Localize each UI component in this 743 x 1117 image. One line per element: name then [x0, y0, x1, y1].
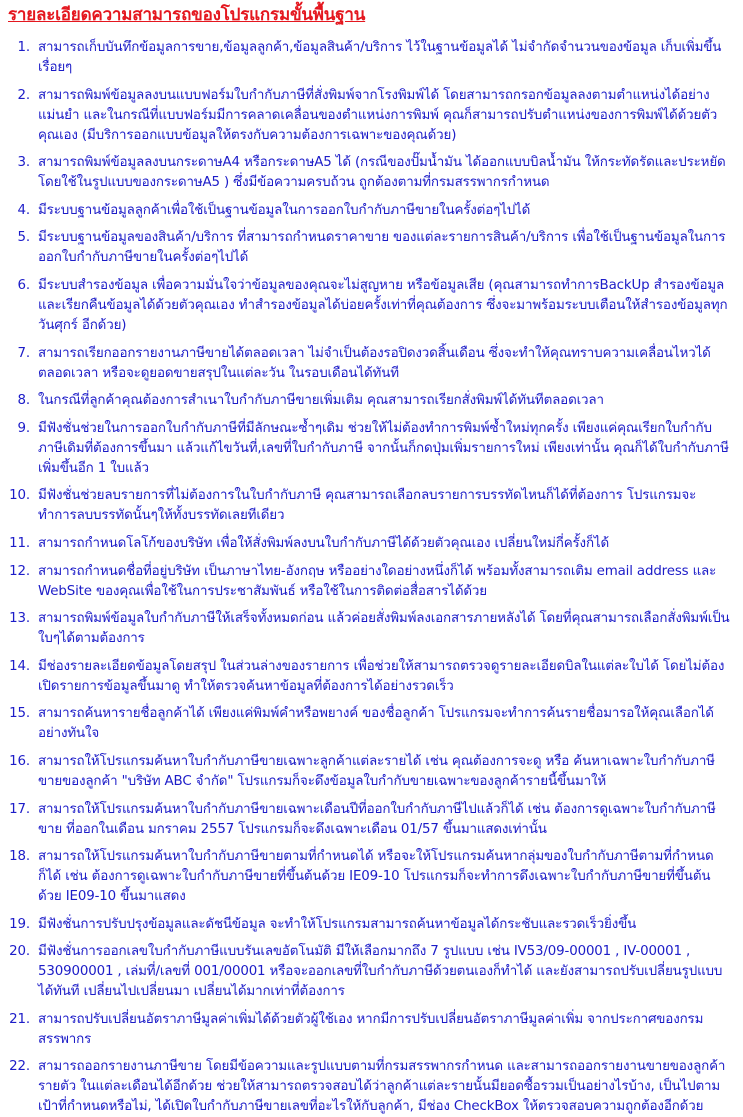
list-item — [8, 86, 737, 146]
list-item-text: สามารถพิมพ์ข้อมูลใบกำกับภาษีให้เสร็จทั้งหมดก่อน แล้วค่อยสั่งพิมพ์ลงเอกสารภายหลังได้ โดยที่คุณสามารถเลือกสั่งพิมพ์เป็นใบๆได้ตามต้องการ — [38, 611, 730, 647]
list-item-text: มีฟังชั่นช่วยลบรายการที่ไม่ต้องการในใบกำกับภาษี คุณสามารถเลือกลบรายการบรรทัดไหนก็ได้ที่ต้องการ โปรแกรมจะทำการลบบรรทัดนั้นๆให้ทั้งบรรทัดเลยทีเดียว — [38, 488, 697, 524]
list-item — [8, 800, 737, 840]
list-item — [8, 201, 737, 221]
list-item — [8, 704, 737, 744]
list-item — [8, 752, 737, 792]
list-item — [8, 609, 737, 649]
list-item-number: 1. — [17, 40, 30, 55]
list-item-number: 3. — [17, 155, 30, 171]
list-item-text: มีระบบฐานข้อมูลของสินค้า/บริการ ที่สามารถกำหนดราคาขาย ของแต่ละรายการสินค้า/บริการ เพื่อใช้เป็นฐานข้อมูลในการออกใบกำกับภาษีขายในครั้งต่อๆไปได้ — [38, 230, 726, 266]
list-item-number: 7. — [17, 345, 30, 361]
list-item-text: มีฟังชั่นการออกเลขใบกำกับภาษีแบบรันเลขอัตโนมัติ มีให้เลือกมากถึง 7 รูปแบบ เช่น IV53/09-00001 , IV-00001 , 530900001 , เล่มที่/เลขที่ 001/00001 หรือจะออกเลขที่ใบกำกับภาษีด้วยตนเองก็ทำได้ และยังสามารถปรับเปลี่ยนรูปแบบได้ทันที เปลี่ยนไปเปลี่ยนมา เปลี่ยนได้มากเท่าที่ต้องการ — [38, 944, 723, 1000]
list-item — [8, 1010, 737, 1050]
list-item-text: มีระบบสำรองข้อมูล เพื่อความมั่นใจว่าข้อมูลของคุณจะไม่สูญหาย หรือข้อมูลเสีย (คุณสามารถทำการBackUp สำรองข้อมูลและเรียกคืนข้อมูลได้ด้วยตัวคุณเอง ทำสำรองข้อมูลได้บ่อยครั้งเท่าที่คุณต้องการ ซึ่งจะมาพร้อมระบบเตือนให้สำรองข้อมูลทุกวันศุกร์ อีกด้วย) — [38, 277, 728, 333]
list-item — [8, 38, 737, 78]
list-item-text: สามารถออกรายงานภาษีขาย โดยมีข้อความและรูปแบบตามที่กรมสรรพากรกำหนด และสามารถออกรายงานขายของลูกค้ารายตัว ในแต่ละเดือนได้อีกด้วย ช่วยให้สามารถตรวจสอบได้ว่าลูกค้าแต่ละรายนั้นมียอดซื้อรวมเป็นอย่างไรบ้าง, เป็นไปตามเป้าที่กำหนดหรือไม่, ได้เปิดใบกำกับภาษีขายเลขที่อะไรให้กับลูกค้า, มีช่อง CheckBox ให้ตรวจสอบความถูกต้องอีกด้วย — [38, 1059, 726, 1115]
list-item — [8, 562, 737, 602]
list-item-number: 20. — [9, 944, 30, 960]
list-item — [8, 276, 737, 336]
list-item-text: สามารถให้โปรแกรมค้นหาใบกำกับภาษีขายเฉพาะลูกค้าแต่ละรายได้ เช่น คุณต้องการจะดู หรือ ค้นหาเฉพาะใบกำกับภาษีขายของลูกค้า "บริษัท ABC จำกัด" โปรแกรมก็จะดึงข้อมูลใบกำกับขายเฉพาะของลูกค้ารายนี้ขึ้นมาให้ — [38, 753, 715, 789]
list-item-number: 15. — [9, 706, 30, 722]
list-item-text: มีฟังชั่นการปรับปรุงข้อมูลและดัชนีข้อมูล จะทำให้โปรแกรมสามารถค้นหาข้อมูลได้กระชับและรวดเร็วยิ่งขึ้น — [38, 916, 637, 932]
list-item-number: 22. — [9, 1059, 30, 1075]
list-item-number: 17. — [9, 801, 30, 817]
list-item-text: สามารถพิมพ์ข้อมูลลงบนกระดาษA4 หรือกระดาษA5 ได้ (กรณีของปั๊มน้ำมัน ได้ออกแบบบิลน้ำมัน ให้กระทัดรัดและประหยัด โดยใช้ในรูปแบบของกระดาษA5 ) ซึ่งมีข้อความครบถ้วน ถูกต้องตามที่กรมสรรพากรกำหนด — [38, 155, 726, 191]
list-item-number: 5. — [17, 230, 30, 246]
list-item-text: สามารถค้นหารายชื่อลูกค้าได้ เพียงแค่พิมพ์คำหรือพยางค์ ของชื่อลูกค้า โปรแกรมจะทำการค้นรายชื่อมารอให้คุณเลือกได้อย่างทันใจ — [38, 706, 714, 742]
list-item-number: 2. — [17, 87, 30, 103]
list-item — [8, 391, 737, 411]
list-item-number: 21. — [9, 1011, 30, 1027]
list-item-number: 16. — [9, 753, 30, 769]
list-item-text: ในกรณีที่ลูกค้าคุณต้องการสำเนาใบกำกับภาษีขายเพิ่มเติม คุณสามารถเรียกสั่งพิมพ์ได้ทันทีตลอดเวลา — [38, 393, 604, 409]
list-item — [8, 534, 737, 554]
list-item-text: สามารถพิมพ์ข้อมูลลงบนแบบฟอร์มใบกำกับภาษีที่สั่งพิมพ์จากโรงพิมพ์ได้ โดยสามารถกรอกข้อมูลลงตามตำแหน่งได้อย่างแม่นยำ และในกรณีที่แบบฟอร์มมีการคลาดเคลื่อนของตำแหน่งการพิมพ์ คุณก็สามารถปรับตำแหน่งของการพิมพ์ได้ด้วยตัวคุณเอง (มีบริการออกแบบข้อมูลให้ตรงกับความต้องการเฉพาะของคุณด้วย) — [38, 87, 718, 143]
list-item — [8, 847, 737, 907]
list-item-text: สามารถกำหนดโลโก้ของบริษัท เพื่อให้สั่งพิมพ์ลงบนใบกำกับภาษีได้ด้วยตัวคุณเอง เปลี่ยนใหม่กี่ครั้งก็ได้ — [38, 535, 610, 551]
list-item-number: 19. — [9, 916, 30, 932]
list-item-number: 6. — [17, 277, 30, 293]
list-item-text: สามารถเก็บบันทึกข้อมูลการขาย,ข้อมูลลูกค้า,ข้อมูลสินค้า/บริการ ไว้ในฐานข้อมูลได้ ไม่จำกัดจำนวนของข้อมูล เก็บเพิ่มขึ้นเรื่อยๆ — [38, 40, 722, 75]
list-item-text: มีระบบฐานข้อมูลลูกค้าเพื่อใช้เป็นฐานข้อมูลในการออกใบกำกับภาษีขายในครั้งต่อๆไปได้ — [38, 202, 531, 218]
feature-list — [8, 38, 737, 1117]
list-item-text: สามารถให้โปรแกรมค้นหาใบกำกับภาษีขายตามที่กำหนดได้ หรือจะให้โปรแกรมค้นหากลุ่มของใบกำกับภาษีตามที่กำหนดก็ได้ เช่น ต้องการดูเฉพาะใบกำกับภาษีขายที่ขึ้นต้นด้วย IE09-10 โปรแกรมก็จะทำการดึงเฉพาะใบกำกับภาษีขายที่ขึ้นต้นด้วย IE09-10 ขึ้นมาแสดง — [38, 849, 714, 905]
list-item — [8, 1057, 737, 1117]
list-item — [8, 657, 737, 697]
list-item — [8, 153, 737, 193]
page-title: รายละเอียดความสามารถของโปรแกรมขั้นพื้นฐาน — [8, 5, 366, 25]
list-item-text: มีช่องรายละเอียดข้อมูลโดยสรุป ในส่วนล่างของรายการ เพื่อช่วยให้สามารถตรวจดูรายละเอียดบิลในแต่ละใบได้ โดยไม่ต้องเปิดรายการข้อมูลขึ้นมาดู ทำให้ตรวจค้นหาข้อมูลที่ต้องการได้อย่างรวดเร็ว — [38, 658, 725, 694]
list-item-number: 13. — [9, 611, 30, 627]
list-item-text: สามารถให้โปรแกรมค้นหาใบกำกับภาษีขายเฉพาะเดือนปีที่ออกใบกำกับภาษีไปแล้วก็ได้ เช่น ต้องการดูเฉพาะใบกำกับภาษีขาย ที่ออกในเดือน มกราคม 2557 โปรแกรมก็จะดึงเฉพาะเดือน 01/57 ขึ้นมาแสดงเท่านั้น — [38, 801, 716, 837]
list-item — [8, 344, 737, 384]
list-item-number: 4. — [17, 202, 30, 218]
list-item-number: 14. — [9, 658, 30, 674]
list-item-number: 12. — [9, 563, 30, 579]
list-item-text: สามารถปรับเปลี่ยนอัตราภาษีมูลค่าเพิ่มได้ด้วยตัวผู้ใช้เอง หากมีการปรับเปลี่ยนอัตราภาษีมูลค่าเพิ่ม จากประกาศของกรมสรรพากร — [38, 1011, 704, 1047]
list-item — [8, 915, 737, 935]
list-item — [8, 228, 737, 268]
list-item-number: 18. — [9, 849, 30, 865]
list-item — [8, 942, 737, 1002]
list-item-number: 9. — [17, 420, 30, 436]
list-item — [8, 419, 737, 479]
list-item — [8, 486, 737, 526]
list-item-number: 10. — [9, 488, 30, 504]
list-item-text: สามารถเรียกออกรายงานภาษีขายได้ตลอดเวลา ไม่จำเป็นต้องรอปิดงวดสิ้นเดือน ซึ่งจะทำให้คุณทราบความเคลื่อนไหวได้ตลอดเวลา หรือจะดูยอดขายสรุปในแต่ละวัน ในรอบเดือนได้ทันที — [38, 345, 711, 381]
list-item-text: มีฟังชั่นช่วยในการออกใบกำกับภาษีที่มีลักษณะซ้ำๆเดิม ช่วยให้ไม่ต้องทำการพิมพ์ซ้ำใหม่ทุกครั้ง เพียงแค่คุณเรียกใบกำกับภาษีเดิมที่ต้องการขึ้นมา แล้วแก้ไขวันที่,เลขที่ใบกำกับภาษี จากนั้นก็กดปุ่มเพิ่มรายการใหม่ เพียงเท่านั้น คุณก็ได้ใบกำกับภาษีเพิ่มขึ้นอีก 1 ใบแล้ว — [38, 420, 729, 476]
list-item-number: 8. — [17, 393, 30, 409]
list-item-number: 11. — [9, 535, 30, 551]
list-item-text: สามารถกำหนดชื่อที่อยู่บริษัท เป็นภาษาไทย-อังกฤษ หรืออย่างใดอย่างหนึ่งก็ได้ พร้อมทั้งสามารถเติม email address และ WebSite ของคุณเพื่อใช้ในการประชาสัมพันธ์ หรือใช้ในการติดต่อสื่อสารได้ด้วย — [38, 563, 717, 599]
